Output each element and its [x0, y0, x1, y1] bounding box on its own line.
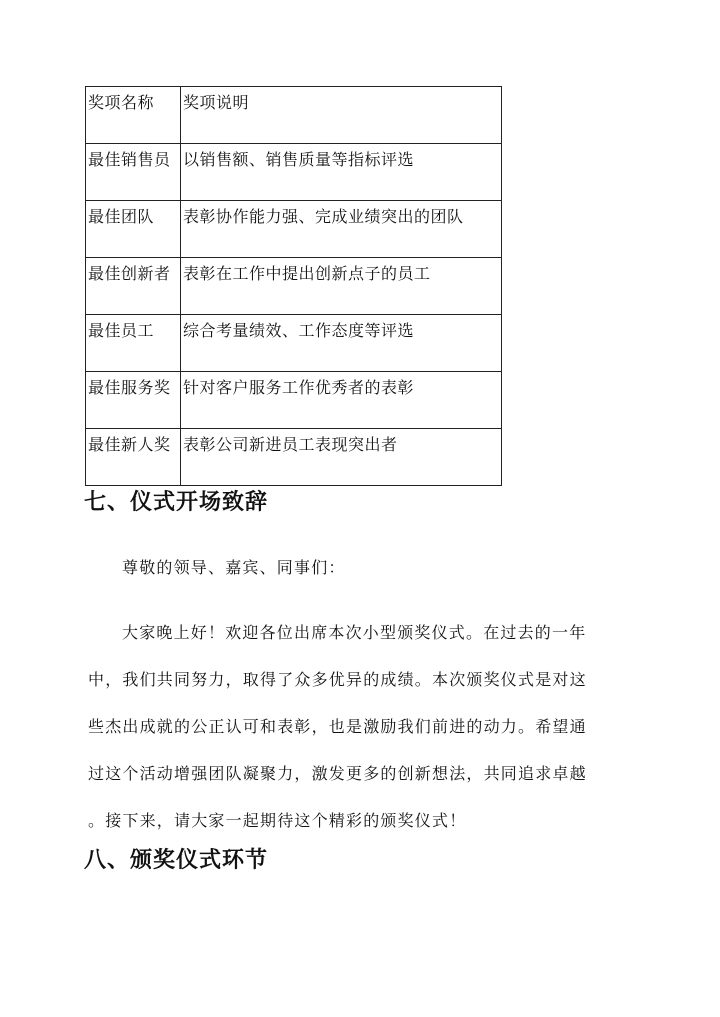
award-desc: 综合考量绩效、工作态度等评选: [183, 321, 415, 340]
table-cell: [181, 201, 502, 258]
table-header-cell: [181, 87, 502, 144]
table-row: [86, 429, 502, 486]
table-cell: [86, 258, 181, 315]
table-row: [86, 315, 502, 372]
header-award-name: 奖项名称: [88, 93, 155, 112]
table-row: [86, 372, 502, 429]
speech-line: 大家晚上好！欢迎各位出席本次小型颁奖仪式。在过去的一年: [122, 623, 587, 642]
table-header-row: [86, 87, 502, 144]
award-desc: 表彰在工作中提出创新点子的员工: [183, 264, 431, 283]
awards-table: [85, 86, 502, 486]
speech-body: [88, 609, 633, 844]
table-cell: [181, 258, 502, 315]
speech-line: 过这个活动增强团队凝聚力，激发更多的创新想法，共同追求卓越: [88, 764, 587, 783]
award-name: 最佳团队: [88, 207, 155, 226]
table-row: [86, 201, 502, 258]
table-cell: [86, 144, 181, 201]
award-name: 最佳创新者: [88, 264, 171, 283]
table-row: [86, 258, 502, 315]
speech-line: 。接下来，请大家一起期待这个精彩的颁奖仪式！: [88, 811, 467, 830]
table-cell: [181, 315, 502, 372]
section-heading-award-ceremony: 八、颁奖仪式环节: [84, 847, 269, 873]
table-cell: [86, 372, 181, 429]
award-desc: 表彰协作能力强、完成业绩突出的团队: [183, 207, 464, 226]
award-name: 最佳员工: [88, 321, 155, 340]
speech-line: 些杰出成就的公正认可和表彰，也是激励我们前进的动力。希望通: [88, 717, 587, 736]
table-cell: [181, 372, 502, 429]
section-heading-opening-speech: 七、仪式开场致辞: [84, 489, 269, 515]
award-name: 最佳销售员: [88, 150, 171, 169]
table-cell: [86, 201, 181, 258]
header-award-desc: 奖项说明: [183, 93, 250, 112]
table-cell: [181, 429, 502, 486]
table-cell: [181, 144, 502, 201]
speech-line: 中，我们共同努力，取得了众多优异的成绩。本次颁奖仪式是对这: [88, 670, 587, 689]
award-desc: 以销售额、销售质量等指标评选: [183, 150, 415, 169]
table-row: [86, 144, 502, 201]
table-header-cell: [86, 87, 181, 144]
award-desc: 针对客户服务工作优秀者的表彰: [183, 378, 415, 397]
award-desc: 表彰公司新进员工表现突出者: [183, 435, 398, 454]
table-cell: [86, 315, 181, 372]
award-name: 最佳服务奖: [88, 378, 171, 397]
speech-greeting: 尊敬的领导、嘉宾、同事们：: [122, 558, 346, 577]
table-cell: [86, 429, 181, 486]
award-name: 最佳新人奖: [88, 435, 171, 454]
